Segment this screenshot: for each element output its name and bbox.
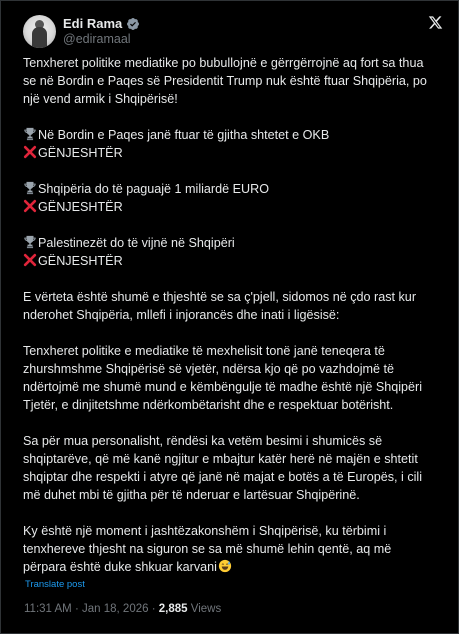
text-line: shqiptarëve, që më kanë ngjitur e mbajtur katër herë në majën e shtetit — [23, 452, 418, 466]
claim-line — [23, 234, 441, 252]
verdict-line — [23, 198, 441, 216]
x-logo-icon[interactable] — [428, 15, 443, 30]
tweet-time[interactable]: 11:31 AM — [24, 603, 72, 615]
author-name[interactable]: Edi Rama — [63, 16, 123, 31]
tweet-text — [23, 54, 441, 576]
cross-mark-emoji — [23, 145, 37, 159]
text-line: Tenxheret politike e mediatike të mexhelisit tonë janë teneqera të — [23, 344, 385, 358]
cross-mark-emoji — [23, 253, 37, 267]
avatar[interactable] — [23, 15, 56, 48]
claim-block — [23, 180, 441, 216]
translate-post-link[interactable]: Translate post — [25, 579, 85, 590]
tweet-meta — [24, 603, 221, 615]
grinning-sweat-emoji — [218, 559, 232, 573]
verdict-text: GËNJESHTËR — [38, 200, 123, 214]
claim-block — [23, 126, 441, 162]
text-line: E vërteta është shumë e thjeshtë se sa ç'pjell, sidomos në çdo rast kur — [23, 290, 417, 304]
intro-paragraph — [23, 54, 441, 108]
text-line: një vend armik i Shqipërisë! — [23, 92, 178, 106]
author-name-row[interactable] — [63, 16, 140, 31]
text-line: tenxhereve thjesht na siguron se sa më shumë lehin qentë, aq më — [23, 542, 392, 556]
paragraph-4 — [23, 522, 441, 576]
verified-badge-icon — [126, 17, 140, 31]
text-line: shqiptar dhe respekti i atyre që janë në majat e botës a të Europës, i cili — [23, 470, 423, 484]
paragraph-2 — [23, 342, 441, 414]
meta-separator: · — [74, 603, 79, 615]
text-line: përpara është duke shkuar karvani — [23, 560, 217, 574]
truth-paragraph — [23, 288, 441, 324]
cross-mark-emoji — [23, 199, 37, 213]
text-line-last — [23, 558, 441, 576]
claim-block — [23, 234, 441, 270]
text-line: Sa për mua personalisht, rëndësi ka vetëm besimi i shumicës së — [23, 434, 383, 448]
tweet-header — [23, 15, 443, 49]
text-line: Tjetër, e dinjitetshme ndërkombëtarisht dhe e respektuar botërisht. — [23, 398, 394, 412]
views-label[interactable]: Views — [190, 603, 222, 615]
claim-text: Në Bordin e Paqes janë ftuar të gjitha shtetet e OKB — [38, 128, 330, 142]
meta-separator: · — [151, 603, 156, 615]
verdict-text: GËNJESHTËR — [38, 146, 123, 160]
verdict-line — [23, 144, 441, 162]
claim-line — [23, 180, 441, 198]
trophy-emoji — [23, 235, 37, 249]
claim-text: Palestinezët do të vijnë në Shqipëri — [38, 236, 235, 250]
text-line: ndërtojmë me shumë mund e këmbëngulje të madhe është një Shqipëri — [23, 380, 423, 394]
claim-text: Shqipëria do të paguajë 1 miliardë EURO — [38, 182, 270, 196]
text-line: Ky është një moment i jashtëzakonshëm i Shqipërisë, ku tërbimi i — [23, 524, 387, 538]
trophy-emoji — [23, 127, 37, 141]
trophy-emoji — [23, 181, 37, 195]
tweet-date[interactable]: Jan 18, 2026 — [82, 603, 149, 615]
verdict-line — [23, 252, 441, 270]
text-line: Tenxheret politike mediatike po bubullojnë e gërrgërrojnë aq fort sa thua — [23, 56, 424, 70]
paragraph-3 — [23, 432, 441, 504]
views-count[interactable]: 2,885 — [158, 603, 188, 615]
text-line: më duhet mbi të gjitha për të nderuar e lartësuar Shqipërinë. — [23, 488, 360, 502]
text-line: se në Bordin e Paqes së Presidentit Trump nuk është ftuar Shqipëria, po — [23, 74, 427, 88]
text-line: nderohet Shqipëria, mllefi i injorancës dhe inati i ligësisë: — [23, 308, 340, 322]
claim-line — [23, 126, 441, 144]
verdict-text: GËNJESHTËR — [38, 254, 123, 268]
text-line: zhurshmshme Shqipërisë së vjetër, ndërsa kjo që po vazhdojmë të — [23, 362, 395, 376]
author-handle[interactable]: @ediramaal — [63, 32, 131, 46]
